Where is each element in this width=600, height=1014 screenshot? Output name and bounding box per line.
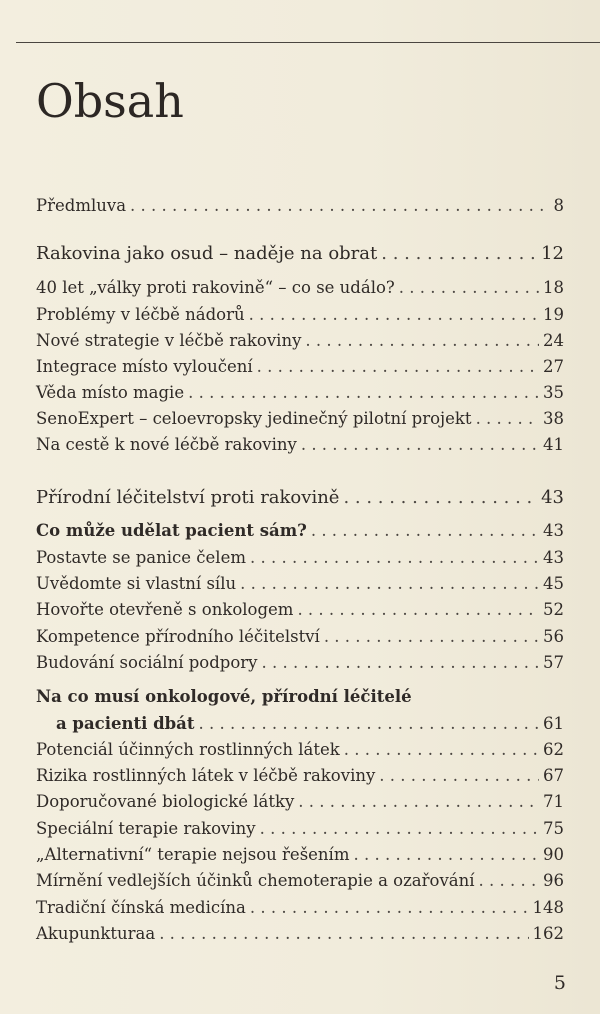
toc-entry-page: 18 [543, 278, 564, 297]
toc-entry-title: SenoExpert – celoevropsky jedinečný pilotní projekt [36, 409, 472, 428]
page-title: Obsah [36, 74, 184, 128]
toc-entry-title: Tradiční čínská medicína [36, 898, 246, 917]
toc-entry-title: „Alternativní“ terapie nejsou řešením [36, 845, 350, 864]
toc-subsection-line1: Na co musí onkologové, přírodní léčitelé [36, 687, 412, 706]
toc-entry-title: Na cestě k nové léčbě rakoviny [36, 435, 297, 454]
toc-entry-title: Integrace místo vyloučení [36, 357, 253, 376]
toc-leader [159, 924, 528, 943]
toc-entry-title: Věda místo magie [36, 383, 185, 402]
toc-entry-page: 62 [543, 740, 564, 759]
toc-entry[interactable] [36, 383, 564, 402]
toc-entry-title: Akupunkturaa [36, 924, 156, 943]
toc-leader [240, 574, 539, 593]
toc-leader [379, 766, 539, 785]
toc-entry-page: 8 [553, 196, 564, 215]
toc-entry-title: Postavte se panice čelem [36, 548, 246, 567]
toc-entry-title: a pacienti dbát [56, 714, 195, 733]
toc-entry-page: 96 [543, 871, 564, 890]
toc-entry[interactable] [36, 766, 564, 785]
toc-entry-page: 24 [543, 331, 564, 350]
toc-entry-page: 52 [543, 600, 564, 619]
toc-entry-title: Kompetence přírodního léčitelství [36, 627, 320, 646]
toc-entry-title: Speciální terapie rakoviny [36, 819, 256, 838]
toc-leader [305, 331, 539, 350]
toc-entry-page: 19 [543, 305, 564, 324]
toc-entry-page: 45 [543, 574, 564, 593]
toc-entry[interactable] [36, 548, 564, 567]
toc-subsection[interactable] [56, 714, 564, 733]
toc-entry-page: 75 [543, 819, 564, 838]
toc-entry-page: 38 [543, 409, 564, 428]
toc-entry[interactable] [36, 357, 564, 376]
toc-entry-page: 162 [532, 924, 564, 943]
toc-leader [399, 278, 539, 297]
toc-leader [297, 600, 539, 619]
toc-leader [324, 627, 539, 646]
page-number: 5 [553, 972, 566, 994]
toc-entry[interactable] [36, 845, 564, 864]
toc-leader [301, 435, 539, 454]
toc-entry-page: 41 [543, 435, 564, 454]
toc-entry[interactable] [36, 305, 564, 324]
toc-entry-page: 67 [543, 766, 564, 785]
toc-leader [188, 383, 539, 402]
toc-entry-predmluva[interactable] [36, 196, 564, 215]
toc-entry[interactable] [36, 740, 564, 759]
toc-leader [343, 487, 537, 508]
toc-entry[interactable] [36, 574, 564, 593]
toc-leader [298, 792, 539, 811]
toc-entry-title: 40 let „války proti rakovině“ – co se událo? [36, 278, 395, 297]
toc-leader [353, 845, 539, 864]
toc-entry[interactable] [36, 819, 564, 838]
toc-leader [199, 714, 540, 733]
toc-subsection[interactable] [36, 521, 564, 540]
toc-entry-page: 12 [541, 243, 564, 264]
toc-leader [250, 548, 539, 567]
toc-entry-title: Problémy v léčbě nádorů [36, 305, 245, 324]
toc-entry[interactable] [36, 409, 564, 428]
toc-entry-page: 71 [543, 792, 564, 811]
toc-entry-title: Uvědomte si vlastní sílu [36, 574, 237, 593]
toc-leader [476, 409, 539, 428]
toc-leader [311, 521, 539, 540]
toc-entry-title: Potenciál účinných rostlinných látek [36, 740, 340, 759]
toc-entry-page: 27 [543, 357, 564, 376]
toc-entry-page: 43 [541, 487, 564, 508]
toc-leader [479, 871, 539, 890]
toc-entry[interactable] [36, 871, 564, 890]
toc-entry-page: 56 [543, 627, 564, 646]
toc-entry-page: 61 [543, 714, 564, 733]
toc-leader [262, 653, 539, 672]
toc-entry-title: Budování sociální podpory [36, 653, 258, 672]
toc-entry[interactable] [36, 331, 564, 350]
toc-entry-page: 57 [543, 653, 564, 672]
toc-leader [260, 819, 539, 838]
toc-entry-title: Hovořte otevřeně s onkologem [36, 600, 294, 619]
toc-entry-page: 35 [543, 383, 564, 402]
toc-leader [257, 357, 539, 376]
toc-entry-title: Rakovina jako osud – naděje na obrat [36, 243, 378, 264]
toc-entry[interactable] [36, 898, 564, 917]
toc-entry-page: 43 [543, 548, 564, 567]
toc-entry-title: Co může udělat pacient sám? [36, 521, 307, 540]
toc-entry-page: 90 [543, 845, 564, 864]
toc-entry-page: 43 [543, 521, 564, 540]
toc-section-rakovina[interactable] [36, 243, 564, 264]
toc-entry-title: Doporučované biologické látky [36, 792, 295, 811]
toc-leader [250, 898, 529, 917]
toc-entry-page: 148 [532, 898, 564, 917]
toc-entry[interactable] [36, 924, 564, 943]
toc-entry-title: Předmluva [36, 196, 127, 215]
toc-entry-title: Mírnění vedlejších účinků chemoterapie a ozařování [36, 871, 475, 890]
toc-entry[interactable] [36, 435, 564, 454]
toc-entry[interactable] [36, 627, 564, 646]
toc-entry-title: Nové strategie v léčbě rakoviny [36, 331, 302, 350]
toc-entry[interactable] [36, 278, 564, 297]
toc-entry[interactable] [36, 792, 564, 811]
toc-entry[interactable] [36, 600, 564, 619]
toc-leader [130, 196, 549, 215]
toc-entry-title: Přírodní léčitelství proti rakovině [36, 487, 340, 508]
toc-section-prirodni[interactable] [36, 487, 564, 508]
toc-leader [344, 740, 539, 759]
toc-leader [249, 305, 539, 324]
header-rule [16, 42, 600, 43]
toc-entry[interactable] [36, 653, 564, 672]
toc-entry-title: Rizika rostlinných látek v léčbě rakoviny [36, 766, 376, 785]
toc-leader [381, 243, 537, 264]
